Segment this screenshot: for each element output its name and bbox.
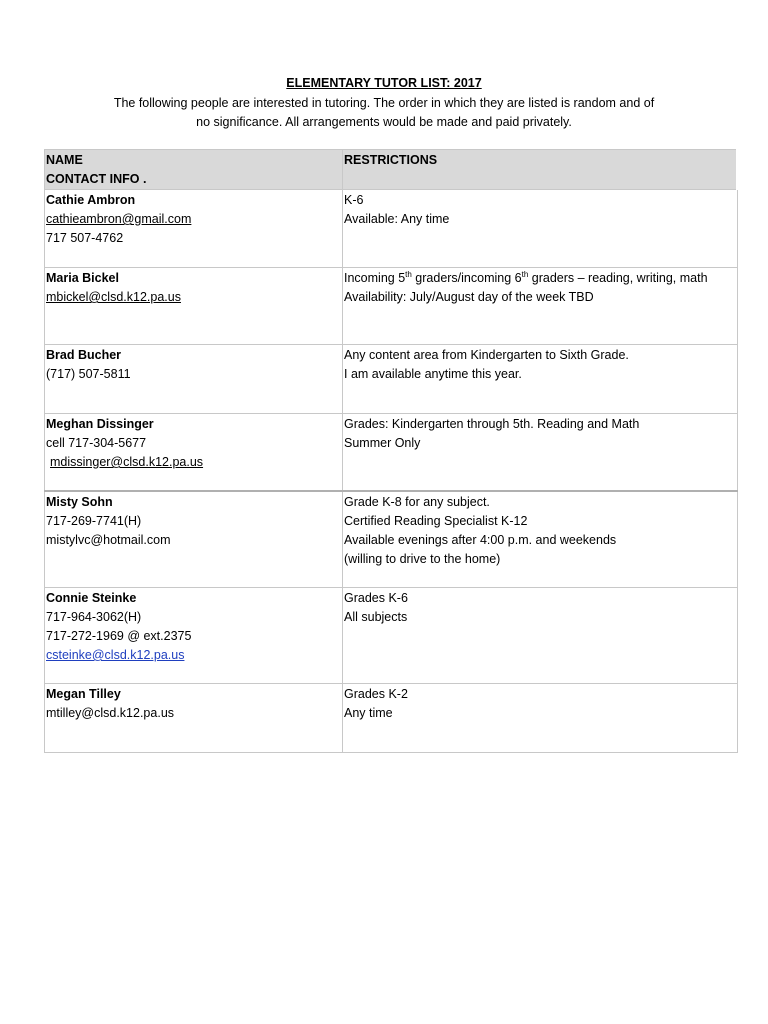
- restriction-line: Any content area from Kindergarten to Sixth Grade.: [344, 348, 629, 362]
- table-row: [45, 190, 738, 268]
- restriction-line: Any time: [344, 706, 393, 720]
- restriction-line: Availability: July/August day of the week TBD: [344, 290, 594, 304]
- tutor-name: Meghan Dissinger: [46, 417, 154, 431]
- restriction-line: (willing to drive to the home): [344, 552, 501, 566]
- restriction-line: Incoming 5th graders/incoming 6th graders – reading, writing, math: [344, 269, 708, 285]
- tutor-name: Megan Tilley: [46, 687, 121, 701]
- table-row: [45, 414, 738, 492]
- tutor-table: [44, 149, 740, 753]
- phone-number: 717-269-7741(H): [46, 514, 142, 528]
- contact-cell: [45, 491, 343, 588]
- intro-paragraph: [60, 94, 708, 132]
- restrictions-cell: [343, 190, 738, 268]
- restriction-line: Grades K-6: [344, 591, 408, 605]
- restrictions-cell: [343, 345, 738, 414]
- table-row: [45, 268, 738, 345]
- restriction-line: Available: Any time: [344, 212, 450, 226]
- tutor-name: Maria Bickel: [46, 271, 119, 285]
- contact-cell: [45, 345, 343, 414]
- header-name-label: NAME: [46, 153, 83, 167]
- table-header-row: [45, 150, 738, 190]
- table-row: [45, 588, 738, 684]
- restrictions-cell: [343, 684, 738, 753]
- email-address: mistylvc@hotmail.com: [46, 533, 171, 547]
- restriction-line: Grades: Kindergarten through 5th. Reading and Math: [344, 417, 640, 431]
- contact-cell: [45, 190, 343, 268]
- table-row: [45, 345, 738, 414]
- restrictions-cell: [343, 268, 738, 345]
- header-restrictions-label: RESTRICTIONS: [344, 153, 438, 167]
- header-name-contact: [45, 150, 343, 190]
- document-title: ELEMENTARY TUTOR LIST: 2017: [286, 76, 482, 90]
- phone-number: 717 507-4762: [46, 231, 124, 245]
- email-link[interactable]: mdissinger@clsd.k12.pa.us: [50, 455, 204, 469]
- restrictions-cell: [343, 491, 738, 588]
- contact-cell: [45, 414, 343, 492]
- tutor-name: Cathie Ambron: [46, 193, 136, 207]
- tutor-name: Connie Steinke: [46, 591, 137, 605]
- email-link[interactable]: mbickel@clsd.k12.pa.us: [46, 290, 181, 304]
- restriction-line: Grades K-2: [344, 687, 408, 701]
- restriction-line: All subjects: [344, 610, 408, 624]
- restrictions-cell: [343, 414, 738, 492]
- header-contact-label: CONTACT INFO .: [46, 172, 147, 186]
- intro-line-2: no significance. All arrangements would be made and paid privately.: [196, 115, 572, 129]
- restriction-line: Certified Reading Specialist K-12: [344, 514, 528, 528]
- phone-number: cell 717-304-5677: [46, 436, 147, 450]
- restriction-line: K-6: [344, 193, 364, 207]
- table-row: [45, 684, 738, 753]
- restrictions-cell: [343, 588, 738, 684]
- phone-number: 717-964-3062(H): [46, 610, 142, 624]
- email-link[interactable]: csteinke@clsd.k12.pa.us: [46, 648, 185, 662]
- restriction-line: Available evenings after 4:00 p.m. and weekends: [344, 533, 617, 547]
- restriction-line: Summer Only: [344, 436, 421, 450]
- contact-cell: [45, 684, 343, 753]
- header-restrictions: [343, 150, 738, 190]
- tutor-name: Misty Sohn: [46, 495, 113, 509]
- intro-line-1: The following people are interested in tutoring. The order in which they are listed is random and of: [113, 96, 655, 110]
- phone-number: 717-272-1969 @ ext.2375: [46, 629, 192, 643]
- contact-cell: [45, 268, 343, 345]
- restriction-line: Grade K-8 for any subject.: [344, 495, 490, 509]
- email-link[interactable]: cathieambron@gmail.com: [46, 212, 192, 226]
- tutor-name: Brad Bucher: [46, 348, 122, 362]
- phone-number: (717) 507-5811: [46, 367, 131, 381]
- contact-cell: [45, 588, 343, 684]
- email-address: mtilley@clsd.k12.pa.us: [46, 706, 175, 720]
- table-row: [45, 491, 738, 588]
- restriction-line: I am available anytime this year.: [344, 367, 522, 381]
